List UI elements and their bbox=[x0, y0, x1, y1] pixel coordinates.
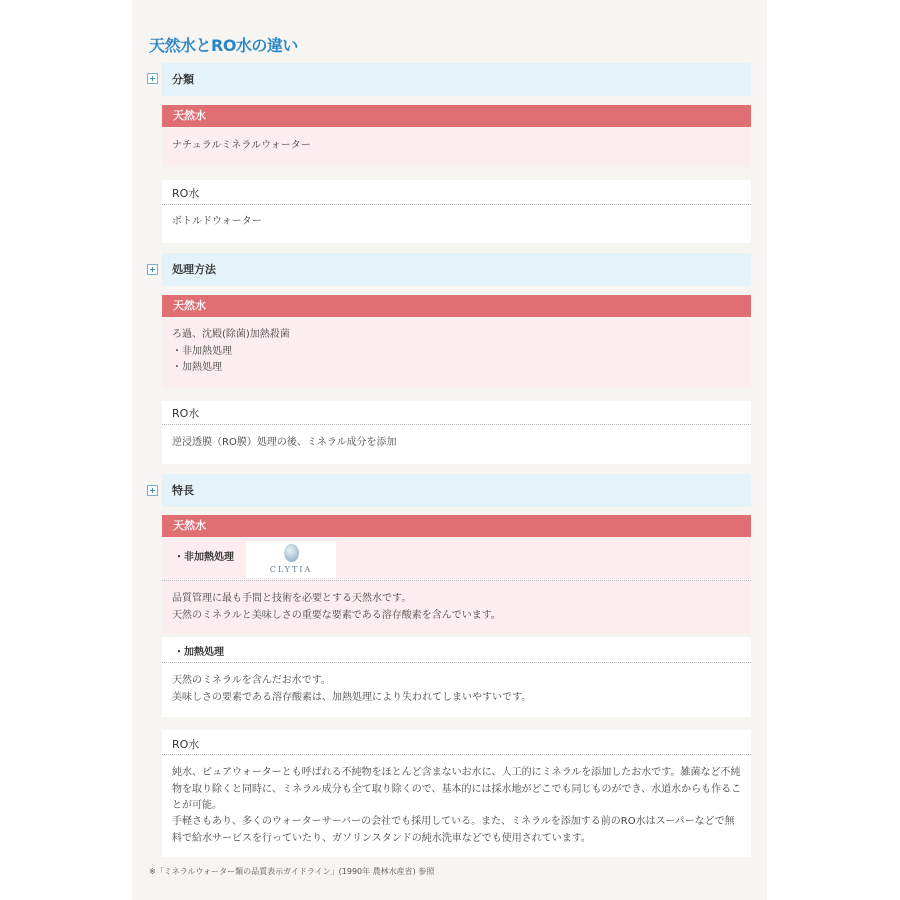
ro-water-text: 純水、ピュアウォーターとも呼ばれる不純物をほとんど含まないお水に、人工的にミネラルを添加したお水です。雑菌など不純物を取り除くと同時に、ミネラル成分も全て取り除くので、基本的には採水地がどこでも同じものができ、水道水からも作ることが可能。 bbox=[172, 767, 742, 811]
non-heat-text: 品質管理に最も手間と技術を必要とする天然水です。 天然のミネラルと美味しさの重要な要素である溶存酸素を含んでいます。 bbox=[172, 593, 501, 621]
ro-water-text-2: 手軽さもあり、多くのウォーターサーバーの会社でも採用している。また、ミネラルを添加する前のRO水はスーパーなどで無料で給水サービスを行っていたり、ガソリンスタンドの純水洗車などでも使用されています。 bbox=[172, 816, 735, 844]
ro-water-text: ボトルドウォーター bbox=[172, 216, 262, 227]
clytia-logo bbox=[246, 541, 336, 578]
page-title: 天然水とRO水の違い bbox=[149, 36, 298, 55]
non-heat-label: ・非加熱処理 bbox=[174, 552, 234, 563]
section-heading-features[interactable]: 特長 bbox=[162, 474, 751, 507]
natural-water-label: 天然水 bbox=[162, 515, 751, 537]
natural-water-label: 天然水 bbox=[162, 105, 751, 127]
section-heading-classification[interactable]: 分類 bbox=[162, 63, 751, 96]
expand-icon[interactable] bbox=[147, 264, 158, 275]
ro-water-text: 逆浸透膜（RO膜）処理の後、ミネラル成分を添加 bbox=[172, 437, 397, 448]
footnote: ※「ミネラルウォーター類の品質表示ガイドライン」(1990年 農林水産省) 参照 bbox=[149, 867, 435, 876]
ro-water-label: RO水 bbox=[172, 187, 200, 200]
ro-water-box bbox=[162, 180, 751, 243]
natural-water-text: ろ過、沈殿(除菌)加熱殺菌 ・非加熱処理 ・加熱処理 bbox=[172, 329, 290, 373]
ro-water-label: RO水 bbox=[172, 407, 200, 420]
heat-label: ・加熱処理 bbox=[174, 647, 224, 658]
divider bbox=[162, 662, 751, 663]
divider bbox=[162, 754, 751, 755]
expand-icon[interactable] bbox=[147, 73, 158, 84]
section-heading-processing[interactable]: 処理方法 bbox=[162, 253, 751, 286]
ro-water-label: RO水 bbox=[172, 738, 200, 751]
ro-water-box bbox=[162, 401, 751, 464]
natural-water-label: 天然水 bbox=[162, 295, 751, 317]
heat-text: 天然のミネラルを含んだお水です。 美味しさの要素である溶存酸素は、加熱処理により失われてしまいやすいです。 bbox=[172, 675, 532, 703]
clytia-logo-text: CLYTIA bbox=[269, 565, 313, 574]
expand-icon[interactable] bbox=[147, 485, 158, 496]
divider bbox=[162, 580, 751, 581]
natural-water-text: ナチュラルミネラルウォーター bbox=[172, 140, 311, 151]
divider bbox=[162, 424, 751, 425]
divider bbox=[162, 204, 751, 205]
clytia-logo-icon bbox=[284, 544, 299, 562]
